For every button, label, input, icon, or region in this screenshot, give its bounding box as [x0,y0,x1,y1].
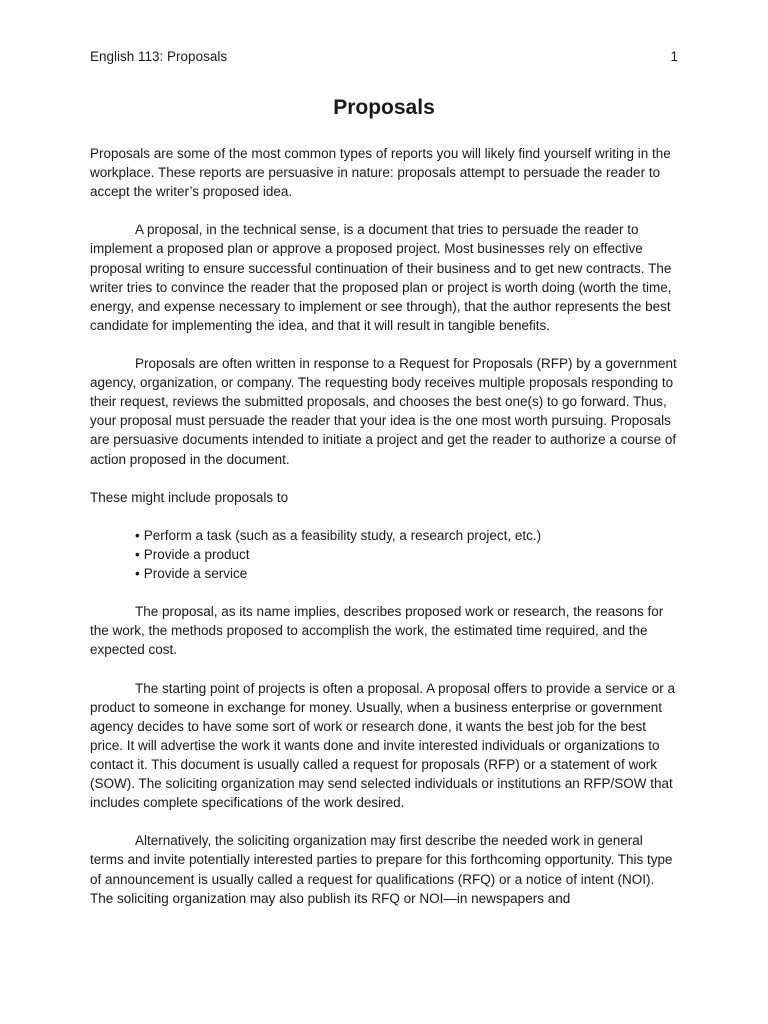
paragraph-intro: Proposals are some of the most common types of reports you will likely find yourself writing in the workplace. These reports are persuasive in nature: proposals attempt to persuade the reader to accept the writer’s proposed idea. [90,146,671,200]
bullet-icon: • [135,546,140,562]
list-item [135,545,680,564]
document-body [90,144,680,927]
list-item [135,564,680,583]
header-course-title: English 113: Proposals [90,49,228,64]
list-item-text: Perform a task (such as a feasibility study, a research project, etc.) [143,527,542,543]
paragraph-list-intro: These might include proposals to [90,489,289,505]
bullet-icon: • [135,566,140,582]
paragraph-alternatively: Alternatively, the soliciting organization may first describe the needed work in general terms and invite potentially interested parties to prepare for this forthcoming opportunity. This type of announcement is usually called a request for qualifications (RFQ) or a notice of intent (NOI). The soliciting organization may also publish its RFQ or NOI—in newspapers and [90,833,673,906]
list-item-text: Provide a product [143,546,250,562]
paragraph-rfp: Proposals are often written in response to a Request for Proposals (RFP) by a government agency, organization, or company. The requesting body receives multiple proposals responding to their request, reviews the submitted proposals, and chooses the best one(s) to go forward. Thus, your proposal must persuade the reader that your idea is the one most worth pursuing. Proposals are persuasive documents intended to initiate a project and get the reader to authorize a course of action proposed in the document. [90,356,677,467]
list-item-text: Provide a service [143,566,248,582]
bullet-icon: • [135,527,140,543]
list-item [135,526,680,545]
page-number: 1 [670,49,678,64]
page-header [90,47,678,67]
paragraph-starting-point: The starting point of projects is often a proposal. A proposal offers to provide a service or a product to someone in exchange for money. Usually, when a business enterprise or government agency decides to have some sort of work or research done, it wants the best job for the best price. It will advertise the work it wants done and invite interested individuals or organizations to contact it. This document is usually called a request for proposals (RFP) or a statement of work (SOW). The soliciting organization may send selected individuals or institutions an RFP/SOW that includes complete specifications of the work desired. [90,680,676,811]
paragraph-proposal-describes: The proposal, as its name implies, describes proposed work or research, the reasons for the work, the methods proposed to accomplish the work, the estimated time required, and the expected cost. [90,604,664,658]
paragraph-technical-sense: A proposal, in the technical sense, is a document that tries to persuade the reader to implement a proposed plan or approve a proposed project. Most businesses rely on effective proposal writing to ensure successful continuation of their business and to get new contracts. The writer tries to convince the reader that the proposed plan or project is worth doing (worth the time, energy, and expense necessary to implement or see through), that the author represents the best candidate for implementing the idea, and that it will result in tangible benefits. [90,222,672,333]
bullet-list [90,526,680,583]
document-title: Proposals [333,96,435,119]
